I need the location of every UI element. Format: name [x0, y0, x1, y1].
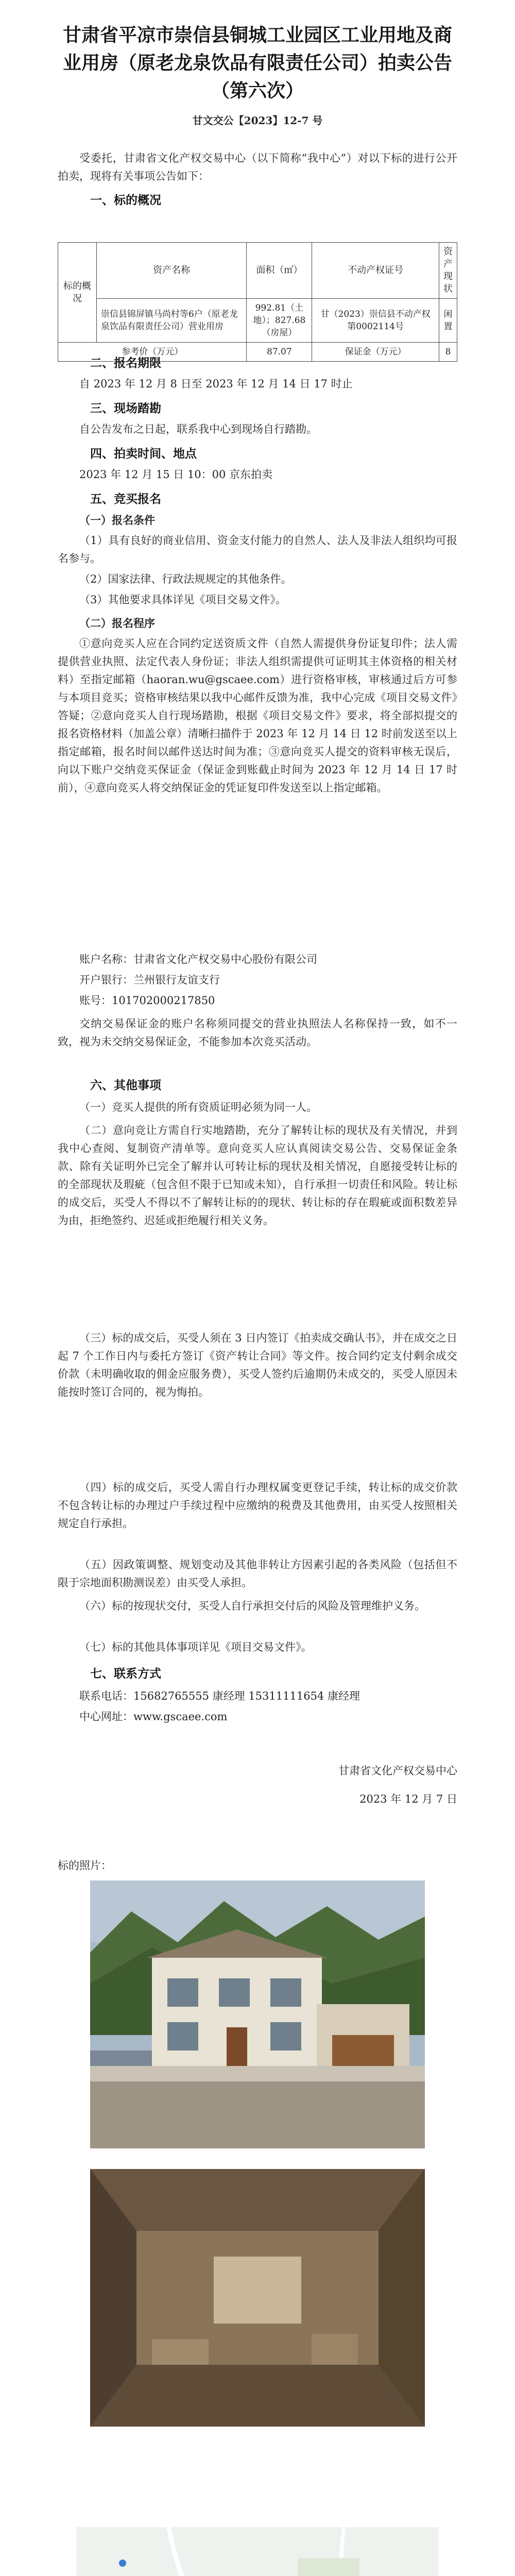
procedure-paragraph: ①意向竞买人应在合同约定送资质文件（自然人需提供身份证复印件；法人需提供营业执照、法定代表人身份证；非法人组织需提供可证明其主体资格的相关材料）至指定邮箱（haoran.wu@gscaee.com）进行资格审核，审核通过后方可参与本项目竞买；资格审核结果以我中心邮件反馈为准，我中心完成《项目交易文件》答疑；②意向竞买人自行现场踏勘，根据《项目交易文件》要求，将全部拟提交的报名资格材料（加盖公章）清晰扫描件于 2023 年 12 月 14 日 12 时前发送至以上指定邮箱，报名时间以邮件送达时间为准；③意向竞买人提交的资料审核无误后，向以下账户交纳竞买保证金（保证金到账截止时间为 2023 年 12 月 14 日 17 时前），④意向竞买人将交纳保证金的凭证复印件发送至以上指定邮箱。: [58, 637, 457, 794]
section-2-heading: 二、报名期限: [90, 357, 161, 370]
other-item-5: （五）因政策调整、规划变动及其他非转让方因素引起的各类风险（包括但不限于宗地面积勘测误差）由买受人承担。: [58, 1558, 457, 1589]
deposit-notice: 交纳交易保证金的账户名称须同提交的营业执照法人名称保持一致，如不一致，视为未交纳交易保证金，不能参加本次竞买活动。: [58, 1018, 457, 1048]
asset-table: [58, 242, 457, 362]
section-1-heading: 一、标的概况: [90, 194, 161, 207]
other-item-2: （二）意向竞让方需自行实地踏勘，充分了解转让标的现状及有关情况，并到我中心查阅、复制资产清单等。意向竞买人应认真阅读交易公告、交易保证金条款、除有关证明外已完全了解并认可转让标的现状及相关情况，自愿接受转让标的的全部现状及瑕疵（包含但不限于已知或未知），自行承担一切责任和风险。转让标的成交后，买受人不得以不了解转让标的的现状、转让标的存在瑕疵或面积数差异为由，拒绝签约、迟延或拒绝履行相关义务。: [58, 1124, 457, 1227]
location-map: [76, 2527, 439, 2576]
other-item-7: （七）标的其他具体事项详见《项目交易文件》。: [79, 1641, 312, 1653]
section-4-heading: 四、拍卖时间、地点: [90, 447, 197, 461]
map-poi-icon: [119, 2560, 126, 2567]
site-visit-text: 自公告发布之日起，联系我中心到现场自行踏勘。: [79, 423, 317, 435]
document-number: 甘文交公【2023】12-7 号: [192, 114, 323, 127]
auction-time-place: 2023 年 12 月 15 日 10：00 京东拍卖: [79, 468, 273, 481]
section-6-heading: 六、其他事项: [90, 1079, 161, 1092]
bank-name: 开户银行：兰州银行友谊支行: [79, 974, 220, 986]
contact-phone: 联系电话：15682765555 康经理 15311111654 康经理: [79, 1690, 360, 1702]
table-header-cert: 不动产权证号: [312, 243, 439, 299]
table-row-label: 标的概况: [58, 243, 97, 343]
section-5-heading: 五、竞买报名: [90, 493, 161, 506]
deposit-value: 8: [439, 343, 457, 362]
section-7-heading: 七、联系方式: [90, 1667, 161, 1681]
deposit-label: 保证金（万元）: [312, 343, 439, 362]
photo-label: 标的照片：: [58, 1859, 112, 1872]
center-website: 中心网址：www.gscaee.com: [79, 1710, 228, 1723]
account-name: 账户名称：甘肃省文化产权交易中心股份有限公司: [79, 953, 317, 965]
status-cell: 闲置: [439, 299, 457, 343]
section-3-heading: 三、现场踏勘: [90, 402, 161, 415]
other-item-1: （一）竞买人提供的所有资质证明必须为同一人。: [79, 1101, 317, 1113]
table-header-area: 面积（㎡）: [247, 243, 312, 299]
signature-date: 2023 年 12 月 7 日: [359, 1793, 457, 1805]
asset-name-cell: 崇信县锦屏镇马尚村等6户（原老龙泉饮品有限责任公司）营业用房: [96, 299, 247, 343]
other-item-3: （三）标的成交后，买受人须在 3 日内签订《拍卖成交确认书》，并在成交之日起 7 个工作日内与委托方签订《资产转让合同》等文件。按合同约定支付剩余成交价款（未明确收取的佣金应服务费），买受人签约后逾期仍未成交的，买受人原因未能按时签订合同的，视为悔拍。: [58, 1332, 457, 1398]
condition-2: （2）国家法律、行政法规规定的其他条件。: [79, 573, 292, 585]
property-photo-exterior: [90, 1880, 425, 2148]
other-item-4: （四）标的成交后，买受人需自行办理权属变更登记手续，转让标的成交价款不包含转让标的办理过户手续过程中应缴纳的税费及其他费用，由买受人按照相关规定自行承担。: [58, 1481, 457, 1530]
registration-period: 自 2023 年 12 月 8 日至 2023 年 12 月 14 日 17 时止: [79, 378, 353, 390]
condition-3: （3）其他要求具体详见《项目交易文件》。: [79, 594, 286, 606]
ref-price-value: 87.07: [247, 343, 312, 362]
page-title: 甘肃省平凉市崇信县铜城工业园区工业用地及商业用房（原老龙泉饮品有限责任公司）拍卖公告（第六次）: [62, 25, 452, 101]
table-header-asset-name: 资产名称: [96, 243, 247, 299]
account-number: 账号：101702000217850: [79, 994, 215, 1007]
property-photo-interior: [90, 2169, 425, 2427]
intro-paragraph: 受委托，甘肃省文化产权交易中心（以下简称“我中心”）对以下标的进行公开拍卖，现将有关事项公告如下：: [58, 152, 457, 182]
table-header-row: [58, 243, 457, 299]
cert-cell: 甘（2023）崇信县不动产权第0002114号: [312, 299, 439, 343]
area-cell: 992.81（土地）；827.68（房屋）: [247, 299, 312, 343]
registration-procedure-heading: （二）报名程序: [79, 617, 155, 630]
other-item-6: （六）标的按现状交付，买受人自行承担交付后的风险及管理维护义务。: [79, 1600, 425, 1612]
ref-price-label: 参考价（万元）: [58, 343, 247, 362]
table-header-status: 资产现状: [439, 243, 457, 299]
table-row: [58, 299, 457, 343]
condition-1: （1）具有良好的商业信用、资金支付能力的自然人、法人及非法人组织均可报名参与。: [58, 534, 457, 565]
signature-org: 甘肃省文化产权交易中心: [338, 1765, 457, 1777]
registration-conditions-heading: （一）报名条件: [79, 514, 155, 527]
